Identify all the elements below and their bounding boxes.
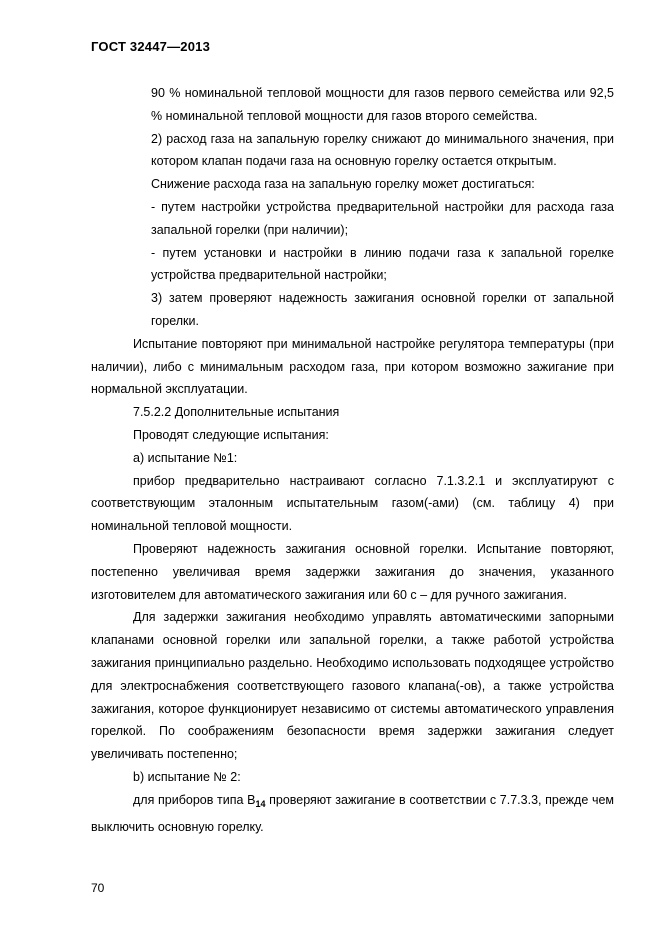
document-body: [91, 82, 614, 838]
paragraph-text: проверяют зажигание в соответствии с 7.7.3.3, прежде чем выключить основную горелку.: [91, 792, 615, 834]
list-item: - путем настройки устройства предварительной настройки для расхода газа запальной горелки (при наличии);: [151, 199, 614, 237]
paragraph: Проводят следующие испытания:: [133, 427, 329, 442]
paragraph: Снижение расхода газа на запальную горелку может достигаться:: [151, 177, 535, 192]
paragraph: прибор предварительно настраивают согласно 7.1.3.2.1 и эксплуатируют с соответствующим эталонным испытательным газом(-ами) (см. таблицу 4) при номинальной тепловой мощности.: [91, 473, 614, 534]
paragraph: 90 % номинальной тепловой мощности для газов первого семейства или 92,5 % номинальной тепловой мощности для газов второго семейства.: [151, 86, 614, 123]
subscript: 14: [255, 798, 266, 809]
paragraph: b) испытание № 2:: [133, 769, 241, 784]
document-header: ГОСТ 32447—2013: [91, 39, 210, 54]
section-heading: 7.5.2.2 Дополнительные испытания: [133, 405, 340, 420]
paragraph: 3) затем проверяют надежность зажигания основной горелки от запальной горелки.: [151, 291, 614, 328]
paragraph: a) испытание №1:: [133, 450, 238, 465]
paragraph: Для задержки зажигания необходимо управлять автоматическими запорными клапанами основной горелки или запальной горелки, а также работой устройства зажигания принципиально раздельно. Необходимо использовать подходящее устройство для электроснабжения соответствующего газового клапана(-ов), а также устройства зажигания, которое функционирует независимо от системы автоматического управления горелкой. По соображениям безопасности время задержки зажигания следует увеличивать постепенно;: [91, 610, 614, 762]
paragraph-text: для приборов типа B: [133, 792, 256, 807]
list-item: - путем установки и настройки в линию подачи газа к запальной горелке устройства предварительной настройки;: [151, 245, 614, 283]
page-number: 70: [91, 881, 105, 895]
paragraph: [91, 789, 614, 839]
paragraph: Проверяют надежность зажигания основной горелки. Испытание повторяют, постепенно увеличивая время задержки зажигания до значения, указанного изготовителем для автоматического зажигания или 60 с – для ручного зажигания.: [91, 541, 614, 602]
paragraph: 2) расход газа на запальную горелку снижают до минимального значения, при котором клапан подачи газа на основную горелку остается открытым.: [151, 131, 614, 169]
paragraph: Испытание повторяют при минимальной настройке регулятора температуры (при наличии), либо с минимальным расходом газа, при котором возможно зажигание при нормальной эксплуатации.: [91, 336, 614, 397]
